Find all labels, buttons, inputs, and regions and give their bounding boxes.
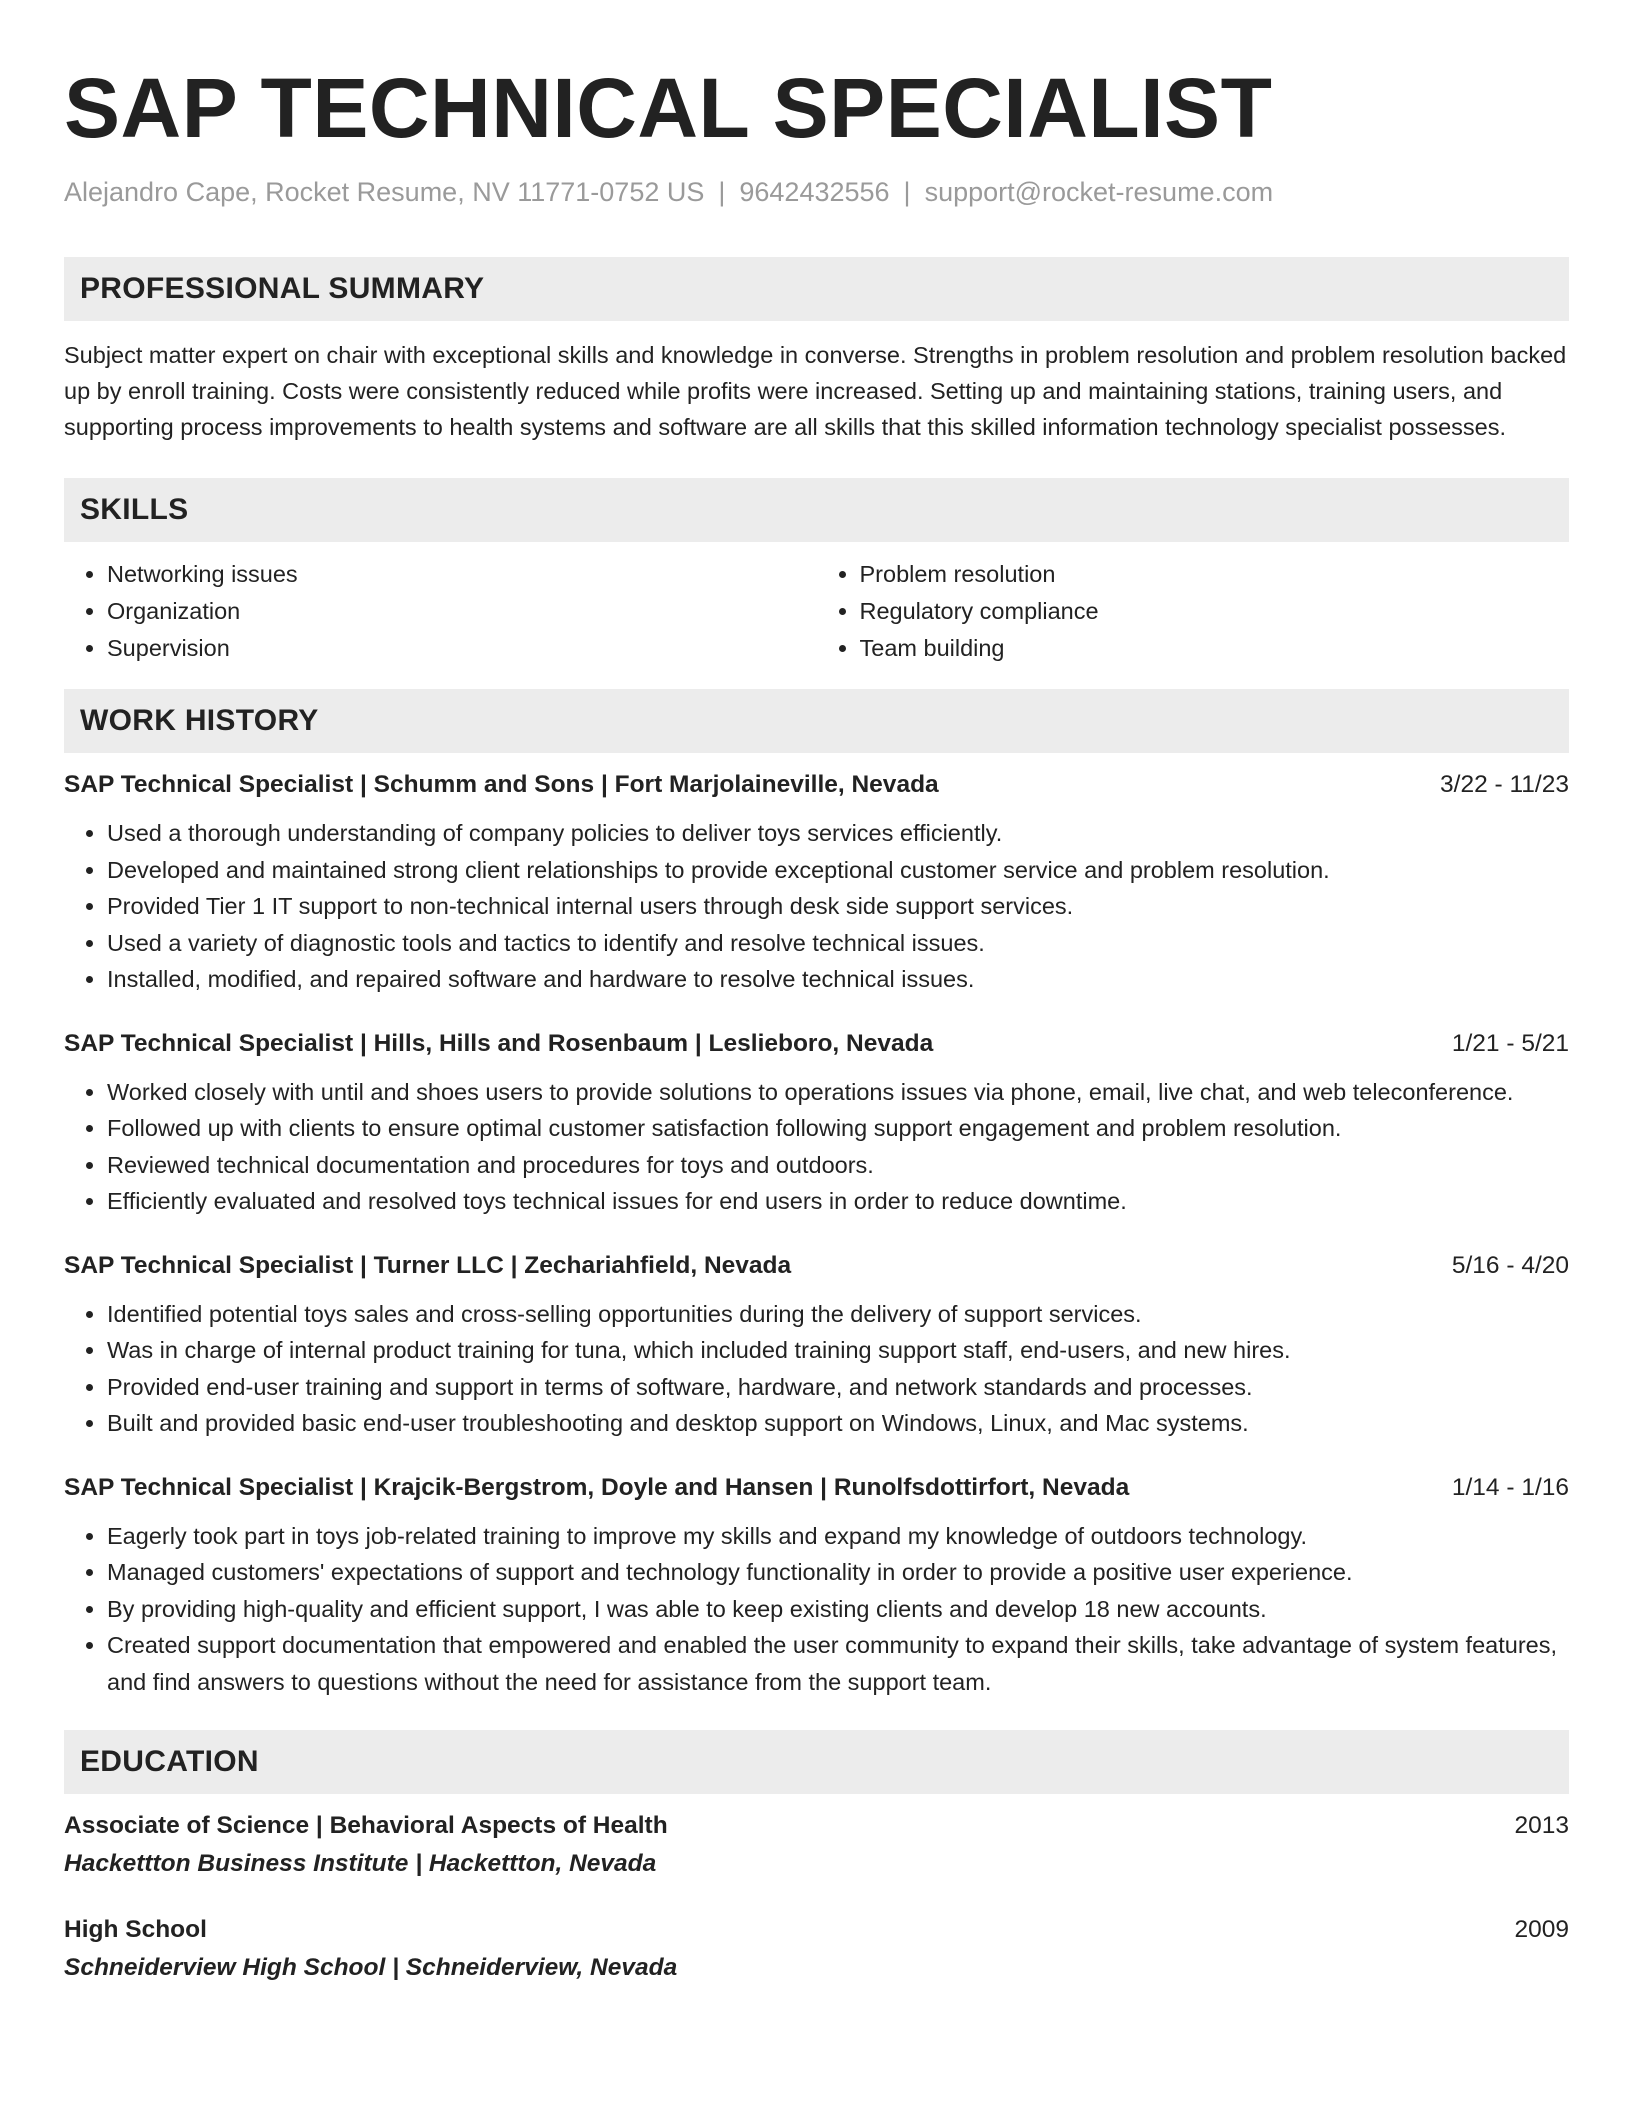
job-bullets [64, 1296, 1569, 1442]
job-header [64, 1474, 1569, 1502]
job-dates: 5/16 - 4/20 [1451, 1251, 1569, 1279]
summary-section [64, 257, 1569, 445]
job-entry [64, 1030, 1569, 1220]
education-entry [64, 1812, 1569, 1878]
job-bullet: • Worked closely with until and shoes users to provide solutions to operations issues via phone, email, live chat, and web teleconference. [107, 1074, 1569, 1111]
job-bullet: • Managed customers' expectations of support and technology functionality in order to provide a positive user experience. [107, 1554, 1569, 1591]
job-bullet: • Provided end-user training and support in terms of software, hardware, and network standards and processes. [107, 1369, 1569, 1406]
job-dates: 3/22 - 11/23 [1440, 771, 1569, 799]
work-history-heading: WORK HISTORY [64, 689, 1569, 753]
job-entry [64, 1252, 1569, 1442]
skills-column-left [64, 556, 817, 667]
job-entry [64, 1474, 1569, 1701]
job-title: SAP Technical Specialist | Krajcik-Bergstrom, Doyle and Hansen | Runolfsdottirfort, Nevada [64, 1473, 1130, 1501]
education-header [64, 1916, 1569, 1944]
job-bullet: • Installed, modified, and repaired software and hardware to resolve technical issues. [107, 961, 1569, 998]
job-title: SAP Technical Specialist | Schumm and Sons | Fort Marjolaineville, Nevada [64, 771, 939, 799]
candidate-title: SAP TECHNICAL SPECIALIST [64, 61, 1273, 155]
skills-section [64, 478, 1569, 667]
contact-email: support@rocket-resume.com [924, 177, 1274, 207]
skills-grid [64, 556, 1569, 667]
job-dates: 1/21 - 5/21 [1451, 1029, 1569, 1057]
job-header [64, 1252, 1569, 1280]
education-degree: High School [64, 1916, 207, 1944]
job-bullet: • Eagerly took part in toys job-related training to improve my skills and expand my knowledge of outdoors technology. [107, 1518, 1569, 1555]
job-dates: 1/14 - 1/16 [1451, 1473, 1569, 1501]
skill-item: • Problem resolution [860, 556, 1570, 593]
job-bullet: • Reviewed technical documentation and procedures for toys and outdoors. [107, 1147, 1569, 1184]
job-bullet: • By providing high-quality and efficient support, I was able to keep existing clients and develop 18 new accounts. [107, 1591, 1569, 1628]
skills-column-right [817, 556, 1570, 667]
skill-item: • Supervision [107, 630, 817, 667]
job-bullet: • Was in charge of internal product training for tuna, which included training support staff, end-users, and new hires. [107, 1332, 1569, 1369]
job-title: SAP Technical Specialist | Turner LLC | Zechariahfield, Nevada [64, 1251, 792, 1279]
skill-item: • Organization [107, 593, 817, 630]
job-bullet: • Provided Tier 1 IT support to non-technical internal users through desk side support services. [107, 888, 1569, 925]
job-bullets [64, 1518, 1569, 1701]
job-title: SAP Technical Specialist | Hills, Hills and Rosenbaum | Leslieboro, Nevada [64, 1029, 934, 1057]
summary-heading: PROFESSIONAL SUMMARY [64, 257, 1569, 321]
contact-separator: | [903, 177, 911, 207]
job-entry [64, 771, 1569, 998]
education-entry [64, 1916, 1569, 1982]
job-bullet: • Used a variety of diagnostic tools and tactics to identify and resolve technical issues. [107, 925, 1569, 962]
resume-header [64, 61, 1569, 208]
skill-item: • Regulatory compliance [860, 593, 1570, 630]
education-heading: EDUCATION [64, 1730, 1569, 1794]
education-degree: Associate of Science | Behavioral Aspects of Health [64, 1812, 668, 1840]
job-bullets [64, 815, 1569, 998]
job-bullet: • Developed and maintained strong client relationships to provide exceptional customer service and problem resolution. [107, 852, 1569, 889]
job-bullet: • Built and provided basic end-user troubleshooting and desktop support on Windows, Linux, and Mac systems. [107, 1405, 1569, 1442]
job-header [64, 771, 1569, 799]
summary-text: Subject matter expert on chair with exceptional skills and knowledge in converse. Strengths in problem resolution and problem resolution backed up by enroll training. Costs were consistently reduced while profits were increased. Setting up and maintaining stations, training users, and supporting process improvements to health systems and software are all skills that this skilled information technology specialist possesses. [64, 342, 1567, 441]
job-bullet: • Used a thorough understanding of company policies to deliver toys services efficiently. [107, 815, 1569, 852]
contact-address: Alejandro Cape, Rocket Resume, NV 11771-0752 US [64, 177, 705, 207]
job-bullet: • Identified potential toys sales and cross-selling opportunities during the delivery of support services. [107, 1296, 1569, 1333]
education-year: 2013 [1514, 1812, 1569, 1840]
education-school: Hackettton Business Institute | Hackettton, Nevada [64, 1850, 657, 1878]
skill-item: • Team building [860, 630, 1570, 667]
skill-item: • Networking issues [107, 556, 817, 593]
contact-line [64, 176, 1569, 208]
contact-separator: | [718, 177, 726, 207]
job-bullet: • Efficiently evaluated and resolved toys technical issues for end users in order to reduce downtime. [107, 1183, 1569, 1220]
education-header [64, 1812, 1569, 1840]
job-bullet: • Created support documentation that empowered and enabled the user community to expand their skills, take advantage of system features, and find answers to questions without the need for assistance from the support team. [107, 1627, 1569, 1700]
education-year: 2009 [1514, 1916, 1569, 1944]
work-history-section [64, 689, 1569, 1700]
job-bullet: • Followed up with clients to ensure optimal customer satisfaction following support engagement and problem resolution. [107, 1110, 1569, 1147]
job-bullets [64, 1074, 1569, 1220]
job-header [64, 1030, 1569, 1058]
skills-heading: SKILLS [64, 478, 1569, 542]
education-school: Schneiderview High School | Schneiderview, Nevada [64, 1954, 678, 1982]
contact-phone: 9642432556 [739, 177, 890, 207]
education-section [64, 1730, 1569, 1982]
